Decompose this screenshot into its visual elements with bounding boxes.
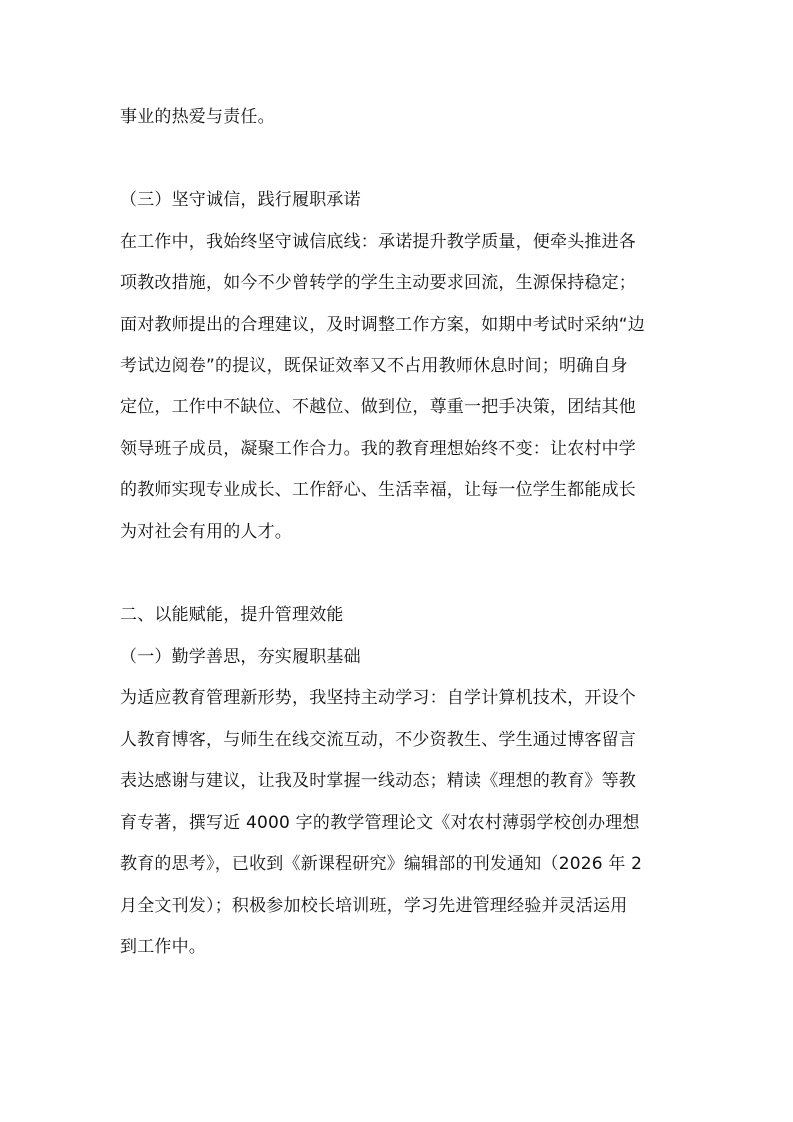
paragraph-line: 为适应教育管理新形势，我坚持主动学习：自学计算机技术，开设个 (120, 688, 636, 708)
section-heading: （三）坚守诚信，践行履职承诺 (120, 190, 361, 210)
paragraph-line: 考试边阅卷”的提议，既保证效率又不占用教师休息时间；明确自身 (120, 356, 628, 376)
paragraph-line: 事业的热爱与责任。 (120, 107, 275, 127)
paragraph-line: 面对教师提出的合理建议，及时调整工作方案，如期中考试时采纳“边 (120, 315, 646, 335)
paragraph-line: 人教育博客，与师生在线交流互动，不少资教生、学生通过博客留言 (120, 730, 636, 750)
paragraph-line: 在工作中，我始终坚守诚信底线：承诺提升教学质量，便牵头推进各 (120, 232, 636, 252)
paragraph-line: 定位，工作中不缺位、不越位、做到位，尊重一把手决策，团结其他 (120, 397, 636, 417)
paragraph-line: 到工作中。 (120, 937, 206, 957)
paragraph-line: 教育的思考》，已收到《新课程研究》编辑部的刊发通知（2026 年 2 (120, 854, 643, 874)
paragraph-line: 项教改措施，如今不少曾转学的学生主动要求回流，生源保持稳定； (120, 273, 636, 293)
paragraph-line: 的教师实现专业成长、工作舒心、生活幸福，让每一位学生都能成长 (120, 480, 636, 500)
paragraph-line: 领导班子成员，凝聚工作合力。我的教育理想始终不变：让农村中学 (120, 439, 636, 459)
chapter-heading: 二、以能赋能，提升管理效能 (120, 605, 344, 625)
paragraph-line: 育专著，撰写近 4000 字的教学管理论文《对农村薄弱学校创办理想 (120, 813, 640, 833)
section-heading: （一）勤学善思，夯实履职基础 (120, 647, 361, 667)
paragraph-line: 为对社会有用的人才。 (120, 522, 292, 542)
paragraph-line: 月全文刊发）；积极参加校长培训班，学习先进管理经验并灵活运用 (120, 896, 628, 916)
paragraph-line: 表达感谢与建议，让我及时掌握一线动态；精读《理想的教育》等教 (120, 771, 636, 791)
